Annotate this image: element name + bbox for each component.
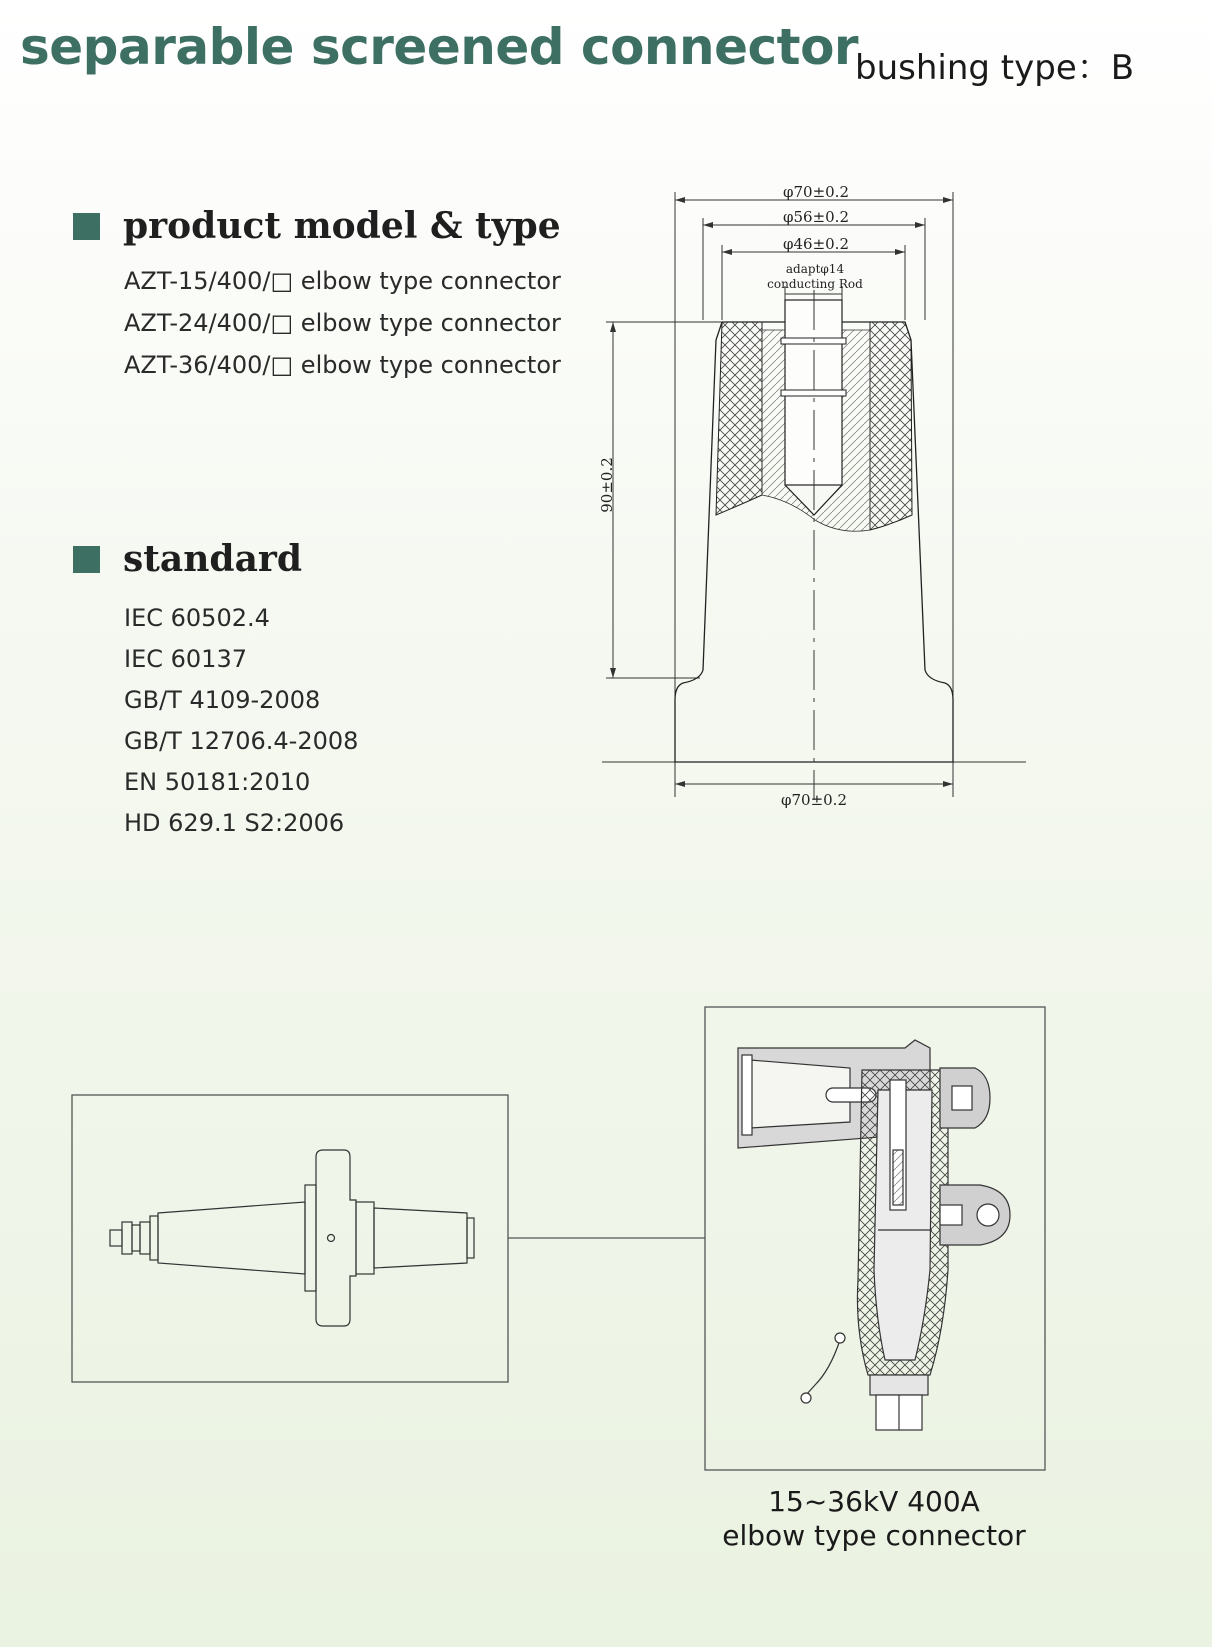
bushing-type-label: bushing type：B — [855, 48, 1135, 88]
page-title: separable screened connector — [20, 18, 859, 76]
standard-item: HD 629.1 S2:2006 — [124, 809, 345, 837]
product-model-item: AZT-15/400/□ elbow type connector — [124, 267, 561, 295]
standard-item: EN 50181:2010 — [124, 768, 311, 796]
standard-section-title: standard — [123, 538, 303, 580]
dim-adapt-label: adaptφ14 — [785, 262, 845, 276]
dim-top-inner: φ46±0.2 — [782, 235, 850, 253]
product-section-title: product model & type — [123, 205, 561, 247]
dim-top-outer: φ70±0.2 — [782, 183, 850, 201]
dim-top-mid: φ56±0.2 — [782, 208, 850, 226]
standard-item: IEC 60137 — [124, 645, 247, 673]
bushing-side-view — [72, 1095, 705, 1382]
standard-item: GB/T 12706.4-2008 — [124, 727, 359, 755]
standard-item: IEC 60502.4 — [124, 604, 270, 632]
dim-rod-label: conducting Rod — [767, 277, 863, 291]
elbow-connector-view — [705, 1007, 1045, 1470]
caption-line-2: elbow type connector — [722, 1519, 1026, 1552]
standard-item: GB/T 4109-2008 — [124, 686, 321, 714]
dim-height: 90±0.2 — [598, 457, 616, 513]
caption-line-1: 15~36kV 400A — [768, 1485, 980, 1518]
dim-bottom: φ70±0.2 — [780, 791, 848, 809]
elbow-connector-caption — [704, 1485, 1044, 1553]
product-model-item: AZT-36/400/□ elbow type connector — [124, 351, 561, 379]
product-model-item: AZT-24/400/□ elbow type connector — [124, 309, 561, 337]
